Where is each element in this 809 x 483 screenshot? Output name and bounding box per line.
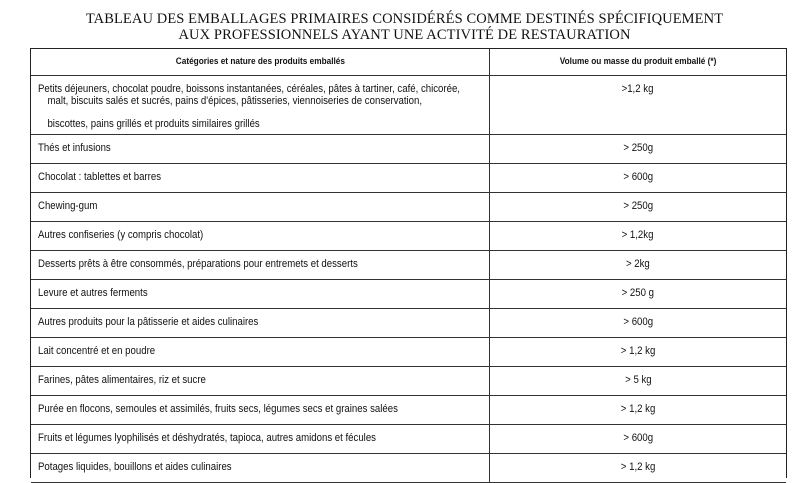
category-cell: Chocolat : tablettes et barres	[31, 164, 490, 192]
table-row	[31, 251, 786, 280]
volume-cell: > 250g	[623, 200, 653, 213]
document-title	[0, 11, 809, 43]
category-cell: Levure et autres ferments	[31, 280, 490, 308]
volume-cell: > 5 kg	[624, 374, 652, 387]
category-cell: Autres produits pour la pâtisserie et aides culinaires	[31, 309, 490, 337]
table-row	[31, 396, 786, 425]
category-cell: Lait concentré et en poudre	[31, 338, 490, 366]
volume-cell: > 600g	[623, 316, 653, 329]
category-cell: Thés et infusions	[31, 135, 490, 163]
volume-cell: > 2kg	[626, 258, 650, 271]
volume-cell: >1,2 kg	[622, 83, 654, 95]
table-row	[31, 309, 786, 338]
table-row	[31, 280, 786, 309]
column-header-volume: Volume ou masse du produit emballé (*)	[559, 56, 717, 68]
table-row	[31, 454, 786, 483]
category-cell: Chewing-gum	[31, 193, 490, 221]
table-header-row	[31, 49, 786, 76]
volume-cell: > 250 g	[621, 287, 655, 300]
table-row	[31, 367, 786, 396]
table-row	[31, 425, 786, 454]
table-body-rows	[31, 135, 786, 483]
category-line-1: Petits déjeuners, chocolat poudre, boissons instantanées, céréales, pâtes à tartiner, café, chicorée,	[38, 83, 460, 95]
category-line-3: biscottes, pains grillés et produits similaires grillés	[47, 117, 260, 130]
volume-cell: > 1,2kg	[622, 229, 654, 242]
table-row	[31, 164, 786, 193]
category-cell: Purée en flocons, semoules et assimilés, fruits secs, légumes secs et graines salées	[31, 396, 490, 424]
volume-cell: > 600g	[623, 171, 653, 184]
category-cell: Autres confiseries (y compris chocolat)	[31, 222, 490, 250]
packaging-table	[30, 48, 787, 478]
table-row	[31, 222, 786, 251]
table-row	[31, 193, 786, 222]
table-row	[31, 135, 786, 164]
category-cell: Farines, pâtes alimentaires, riz et sucre	[31, 367, 490, 395]
title-line-1: TABLEAU DES EMBALLAGES PRIMAIRES CONSIDÉRÉS COMME DESTINÉS SPÉCIFIQUEMENT	[85, 11, 724, 27]
category-line-2: malt, biscuits salés et sucrés, pains d'épices, pâtisseries, viennoiseries de conservation,	[47, 94, 423, 107]
volume-cell: > 250g	[623, 142, 653, 155]
category-cell	[31, 76, 490, 134]
table-row	[31, 76, 786, 135]
table-row	[31, 338, 786, 367]
column-header-category: Catégories et nature des produits emballés	[31, 49, 490, 75]
category-cell: Potages liquides, bouillons et aides culinaires	[31, 454, 490, 482]
volume-cell: > 600g	[623, 432, 653, 445]
category-cell: Fruits et légumes lyophilisés et déshydratés, tapioca, autres amidons et fécules	[31, 425, 490, 453]
volume-cell: > 1,2 kg	[620, 403, 656, 416]
volume-cell: > 1,2 kg	[620, 461, 656, 474]
title-line-2: AUX PROFESSIONNELS AYANT UNE ACTIVITÉ DE RESTAURATION	[178, 27, 631, 43]
volume-cell: > 1,2 kg	[620, 345, 656, 358]
category-cell: Desserts prêts à être consommés, préparations pour entremets et desserts	[31, 251, 490, 279]
